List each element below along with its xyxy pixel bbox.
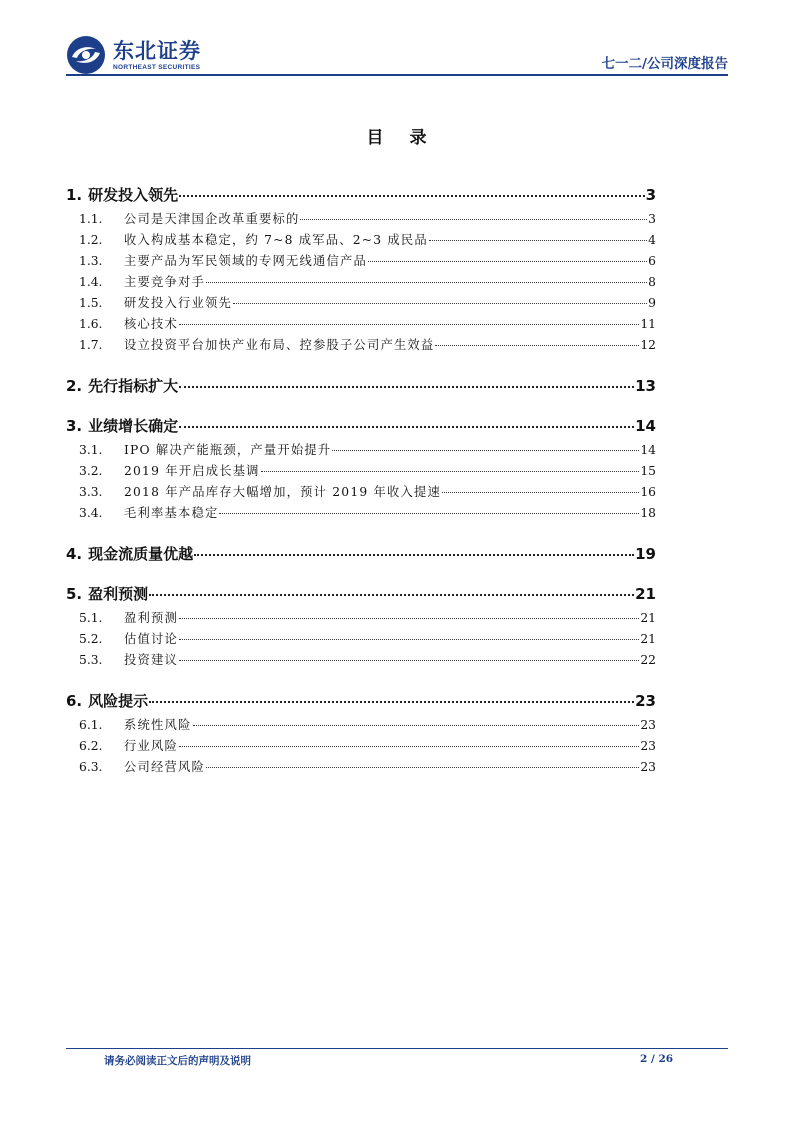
toc-entry-number: 3.: [66, 417, 83, 435]
toc-entry-number: 3.3.: [79, 485, 103, 499]
toc-dot-leader: [300, 219, 647, 220]
toc-entry-title: 盈利预测: [88, 585, 149, 603]
toc-section-entry[interactable]: [66, 583, 656, 604]
toc-dot-leader: [149, 701, 634, 703]
toc-entry-number: 5.2.: [79, 632, 103, 646]
toc-subsection-entry[interactable]: [66, 440, 656, 461]
toc-entry-title: 毛利率基本稳定: [124, 506, 219, 520]
toc-entry-title: 行业风险: [124, 739, 178, 753]
toc-entry-title: 估值讨论: [124, 632, 178, 646]
toc-dot-leader: [179, 746, 639, 747]
toc-entry-number: 1.3.: [79, 254, 103, 268]
toc-entry-number: 4.: [66, 545, 83, 563]
toc-entry-page: 23: [640, 718, 656, 732]
toc-entry-number: 1.: [66, 186, 83, 204]
toc-section-entry[interactable]: [66, 184, 656, 205]
toc-entry-number: 6.: [66, 692, 83, 710]
toc-entry-number: 1.2.: [79, 233, 103, 247]
toc-entry-number: 6.2.: [79, 739, 103, 753]
toc-entry-page: 19: [635, 545, 656, 563]
toc-subsection-entry[interactable]: [66, 482, 656, 503]
toc-entry-number: 5.1.: [79, 611, 103, 625]
toc-dot-leader: [193, 725, 640, 726]
toc-dot-leader: [179, 324, 639, 325]
toc-dot-leader: [332, 450, 639, 451]
toc-subsection-entry[interactable]: [66, 608, 656, 629]
toc-dot-leader: [179, 195, 644, 197]
toc-subsection-entry[interactable]: [66, 293, 656, 314]
toc-entry-page: 21: [640, 632, 656, 646]
toc-entry-page: 3: [648, 212, 656, 226]
toc-entry-page: 23: [640, 739, 656, 753]
toc-entry-title: 主要竞争对手: [124, 275, 205, 289]
toc-entry-title: 主要产品为军民领域的专网无线通信产品: [124, 254, 367, 268]
logo-swirl-icon: [66, 35, 106, 75]
toc-entry-page: 21: [640, 611, 656, 625]
report-title: 七一二/公司深度报告: [601, 56, 728, 72]
toc-entry-title: 系统性风险: [124, 718, 192, 732]
toc-subsection-entry[interactable]: [66, 757, 656, 778]
toc-section-entry[interactable]: [66, 690, 656, 711]
toc-dot-leader: [368, 261, 647, 262]
toc-dot-leader: [442, 492, 639, 493]
toc-dot-leader: [206, 282, 647, 283]
toc-subsection-entry[interactable]: [66, 503, 656, 524]
table-of-contents: [66, 176, 656, 778]
toc-entry-page: 16: [640, 485, 656, 499]
toc-entry-title: 公司是天津国企改革重要标的: [124, 212, 300, 226]
toc-section-entry[interactable]: [66, 415, 656, 436]
toc-subsection-entry[interactable]: [66, 736, 656, 757]
header-divider: [66, 74, 728, 76]
toc-entry-number: 3.4.: [79, 506, 103, 520]
toc-dot-leader: [194, 554, 634, 556]
toc-dot-leader: [233, 303, 647, 304]
toc-section-entry[interactable]: [66, 375, 656, 396]
toc-title: 目 录: [366, 128, 437, 148]
toc-entry-page: 23: [640, 760, 656, 774]
toc-dot-leader: [179, 660, 639, 661]
toc-dot-leader: [179, 386, 634, 388]
toc-entry-title: 设立投资平台加快产业布局、控参股子公司产生效益: [124, 338, 435, 352]
toc-entry-page: 15: [640, 464, 656, 478]
toc-entry-page: 14: [635, 417, 656, 435]
toc-dot-leader: [179, 639, 639, 640]
toc-entry-number: 1.6.: [79, 317, 103, 331]
toc-entry-title: 核心技术: [124, 317, 178, 331]
footer-divider: [66, 1048, 728, 1049]
toc-subsection-entry[interactable]: [66, 629, 656, 650]
toc-entry-number: 5.: [66, 585, 83, 603]
toc-entry-page: 9: [648, 296, 656, 310]
toc-entry-page: 12: [640, 338, 656, 352]
page-header: [66, 30, 728, 76]
logo-chinese-name: 东北证券: [113, 39, 201, 63]
toc-entry-page: 21: [635, 585, 656, 603]
toc-entry-number: 1.5.: [79, 296, 103, 310]
toc-section-entry[interactable]: [66, 543, 656, 564]
toc-entry-page: 18: [640, 506, 656, 520]
toc-entry-title: 业绩增长确定: [88, 417, 179, 435]
toc-dot-leader: [179, 426, 634, 428]
toc-entry-title: 2018 年产品库存大幅增加，预计 2019 年收入提速: [124, 485, 441, 499]
toc-entry-title: IPO 解决产能瓶颈，产量开始提升: [124, 443, 332, 457]
toc-entry-number: 1.4.: [79, 275, 103, 289]
toc-entry-number: 3.1.: [79, 443, 103, 457]
toc-entry-title: 盈利预测: [124, 611, 178, 625]
toc-entry-page: 14: [640, 443, 656, 457]
toc-entry-title: 研发投入行业领先: [124, 296, 232, 310]
toc-subsection-entry[interactable]: [66, 314, 656, 335]
toc-entry-title: 2019 年开启成长基调: [124, 464, 260, 478]
toc-entry-number: 6.1.: [79, 718, 103, 732]
toc-dot-leader: [261, 471, 640, 472]
toc-subsection-entry[interactable]: [66, 209, 656, 230]
toc-entry-number: 2.: [66, 377, 83, 395]
toc-subsection-entry[interactable]: [66, 715, 656, 736]
toc-entry-page: 6: [648, 254, 656, 268]
toc-subsection-entry[interactable]: [66, 272, 656, 293]
toc-entry-title: 收入构成基本稳定，约 7~8 成军品、2~3 成民品: [124, 233, 428, 247]
toc-entry-title: 研发投入领先: [88, 186, 179, 204]
toc-subsection-entry[interactable]: [66, 230, 656, 251]
toc-dot-leader: [206, 767, 639, 768]
toc-dot-leader: [435, 345, 639, 346]
toc-entry-title: 公司经营风险: [124, 760, 205, 774]
toc-dot-leader: [429, 240, 647, 241]
toc-entry-title: 现金流质量优越: [88, 545, 194, 563]
toc-subsection-entry[interactable]: [66, 251, 656, 272]
toc-entry-number: 5.3.: [79, 653, 103, 667]
logo-english-name: NORTHEAST SECURITIES: [113, 64, 201, 71]
toc-entry-page: 13: [635, 377, 656, 395]
toc-entry-title: 投资建议: [124, 653, 178, 667]
toc-entry-page: 11: [640, 317, 656, 331]
toc-entry-title: 先行指标扩大: [88, 377, 179, 395]
footer-disclaimer: 请务必阅读正文后的声明及说明: [104, 1055, 251, 1067]
toc-entry-page: 8: [648, 275, 656, 289]
toc-entry-page: 4: [648, 233, 656, 247]
toc-subsection-entry[interactable]: [66, 461, 656, 482]
toc-subsection-entry[interactable]: [66, 650, 656, 671]
toc-entry-number: 1.7.: [79, 338, 103, 352]
toc-dot-leader: [219, 513, 639, 514]
toc-dot-leader: [149, 594, 634, 596]
toc-entry-page: 3: [645, 186, 656, 204]
toc-entry-page: 22: [640, 653, 656, 667]
toc-entry-number: 1.1.: [79, 212, 103, 226]
toc-dot-leader: [179, 618, 639, 619]
toc-entry-number: 6.3.: [79, 760, 103, 774]
company-logo: [66, 35, 201, 75]
toc-entry-page: 23: [635, 692, 656, 710]
footer-page-number: 2 / 26: [640, 1053, 674, 1065]
toc-subsection-entry[interactable]: [66, 335, 656, 356]
toc-entry-title: 风险提示: [88, 692, 149, 710]
toc-entry-number: 3.2.: [79, 464, 103, 478]
